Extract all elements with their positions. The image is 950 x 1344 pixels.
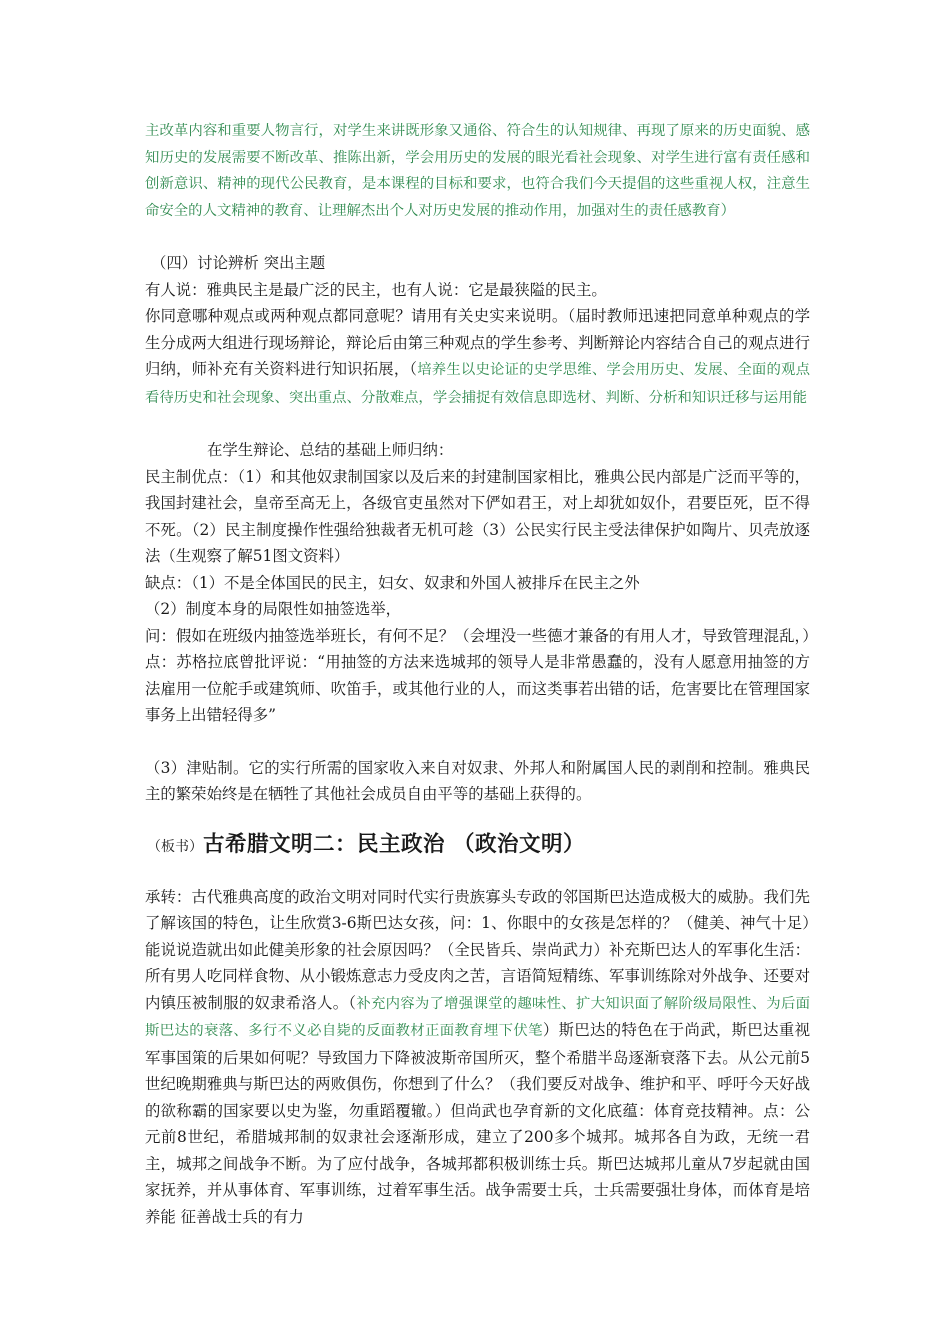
intro-green-comment: 主改革内容和重要人物言行，对学生来讲既形象又通俗、符合生的认知规律、再现了原来的历史面貌、感知历史的发展需要不断改革、推陈出新，学会用历史的发展的眼光看社会现象、对学生进行富有责任感和创新意识、精神的现代公民教育，是本课程的目标和要求，也符合我们今天提倡的这些重视人权，注意生命安全的人文精神的教育、让理解杰出个人对历史发展的推动作用，加强对生的责任感教育） [145,123,810,219]
transition-text-2: ）斯巴达的特色在于尚武，斯巴达重视军事国策的后果如何呢？导致国力下降被波斯帝国所灭，整个希腊半岛逐渐衰落下去。从公元前5世纪晚期雅典与斯巴达的两败俱伤，你想到了什么？（我们要反对战争、维护和平、呼吁今天好战的欲称霸的国家要以史为鉴，勿重蹈覆辙。）但尚武也孕育新的文化底蕴：体育竞技精神。点：公元前8世纪，希腊城邦制的奴隶社会逐渐形成，建立了200多个城邦。城邦各自为政，无统一君主，城邦之间战争不断。为了应付战争，各城邦都积极训练士兵。斯巴达城邦儿童从7岁起就由国家抚养，并从事体育、军事训练，过着军事生活。战争需要士兵，士兵需要强壮身体，而体育是培养能 征善战士兵的有力 [145,1021,810,1226]
discussion-body-text: 你同意哪种观点或两种观点都同意呢？请用有关史实来说明。（届时教师迅速把同意单种观点的学生分成两大组进行现场辩论，辩论后由第三种观点的学生参考、判断辩论内容结合自己的观点进行归纳，师补充有关资料进行知识拓展，（ [145,307,810,378]
spacer [145,411,810,437]
summary-intro: 在学生辩论、总结的基础上师归纳： [207,441,454,459]
democracy-shortcoming-2: （2）制度本身的局限性如抽签选举， [145,600,402,618]
discussion-body [145,303,810,411]
spacer [145,224,810,250]
board-prefix: （板书） [147,838,203,855]
democracy-advantages: 民主制优点：（1）和其他奴隶制国家以及后来的封建制国家相比，雅典公民内部是广泛而平等的，我国封建社会，皇帝至高无上，各级官吏虽然对下俨如君王，对上却犹如奴仆，君要臣死，臣不得不死。（2）民主制度操作性强给独裁者无机可趁（3）公民实行民主受法律保护如陶片、贝壳放逐法（生观察了解51图文资料） [145,467,810,565]
board-title: 古希腊文明二：民主政治 （政治文明） [203,831,585,857]
democracy-shortcoming-1: 缺点：（1）不是全体国民的民主，妇女、奴隶和外国人被排斥在民主之外 [145,573,640,592]
democracy-shortcoming-3: （3）津贴制。它的实行所需的国家收入来自对奴隶、外邦人和附属国人民的剥削和控制。雅典民主的繁荣始终是在牺牲了其他社会成员自由平等的基础上获得的。 [145,758,810,803]
spacer [145,729,810,755]
discussion-goal-comment: 培养生以史论证的史学思维、学会用历史、发展、全面的观点看待历史和社会现象、突出重点、分散难点，学会捕捉有效信息即选材、判断、分析和知识迁移与运用能 [145,362,810,406]
transition-text-1: 承转：古代雅典高度的政治文明对同时代实行贵族寡头专政的邻国斯巴达造成极大的威胁。我们先了解该国的特色，让生欣赏3-6斯巴达女孩，问：1、你眼中的女孩是怎样的？（健美、神气十足）能说说造就出如此健美形象的社会原因吗？（全民皆兵、崇尚武力）补充斯巴达人的军事化生活：所有男人吃同样食物、从小锻炼意志力受皮肉之苦，言语简短精练、军事训练除对外战争、还要对内镇压被制服的奴隶希洛人。（ [145,887,810,1012]
transition-green-comment: 补充内容为了增强课堂的趣味性、扩大知识面了解阶级局限性、为后面斯巴达的衰落、多行不义必自毙的反面教材正面教育埋下伏笔 [145,995,810,1039]
spacer [145,808,810,830]
section-heading-discussion: （四）讨论辨析 突出主题 [151,254,326,272]
transition-paragraph [145,884,810,1231]
document-page [145,118,810,1230]
lottery-question: 问：假如在班级内抽签选举班长，有何不足？（会埋没一些德才兼备的有用人才，导致管理混乱，）点：苏格拉底曾批评说：“用抽签的方法来选城邦的领导人是非常愚蠢的，没有人愿意用抽签的方法雇用一位舵手或建筑师、吹笛手，或其他行业的人，而这类事若出错的话，危害要比在管理国家事务上出错轻得多” [145,626,810,724]
discussion-statement: 有人说：雅典民主是最广泛的民主，也有人说：它是最狭隘的民主。 [145,280,607,299]
board-heading [145,830,810,862]
spacer [145,862,810,884]
